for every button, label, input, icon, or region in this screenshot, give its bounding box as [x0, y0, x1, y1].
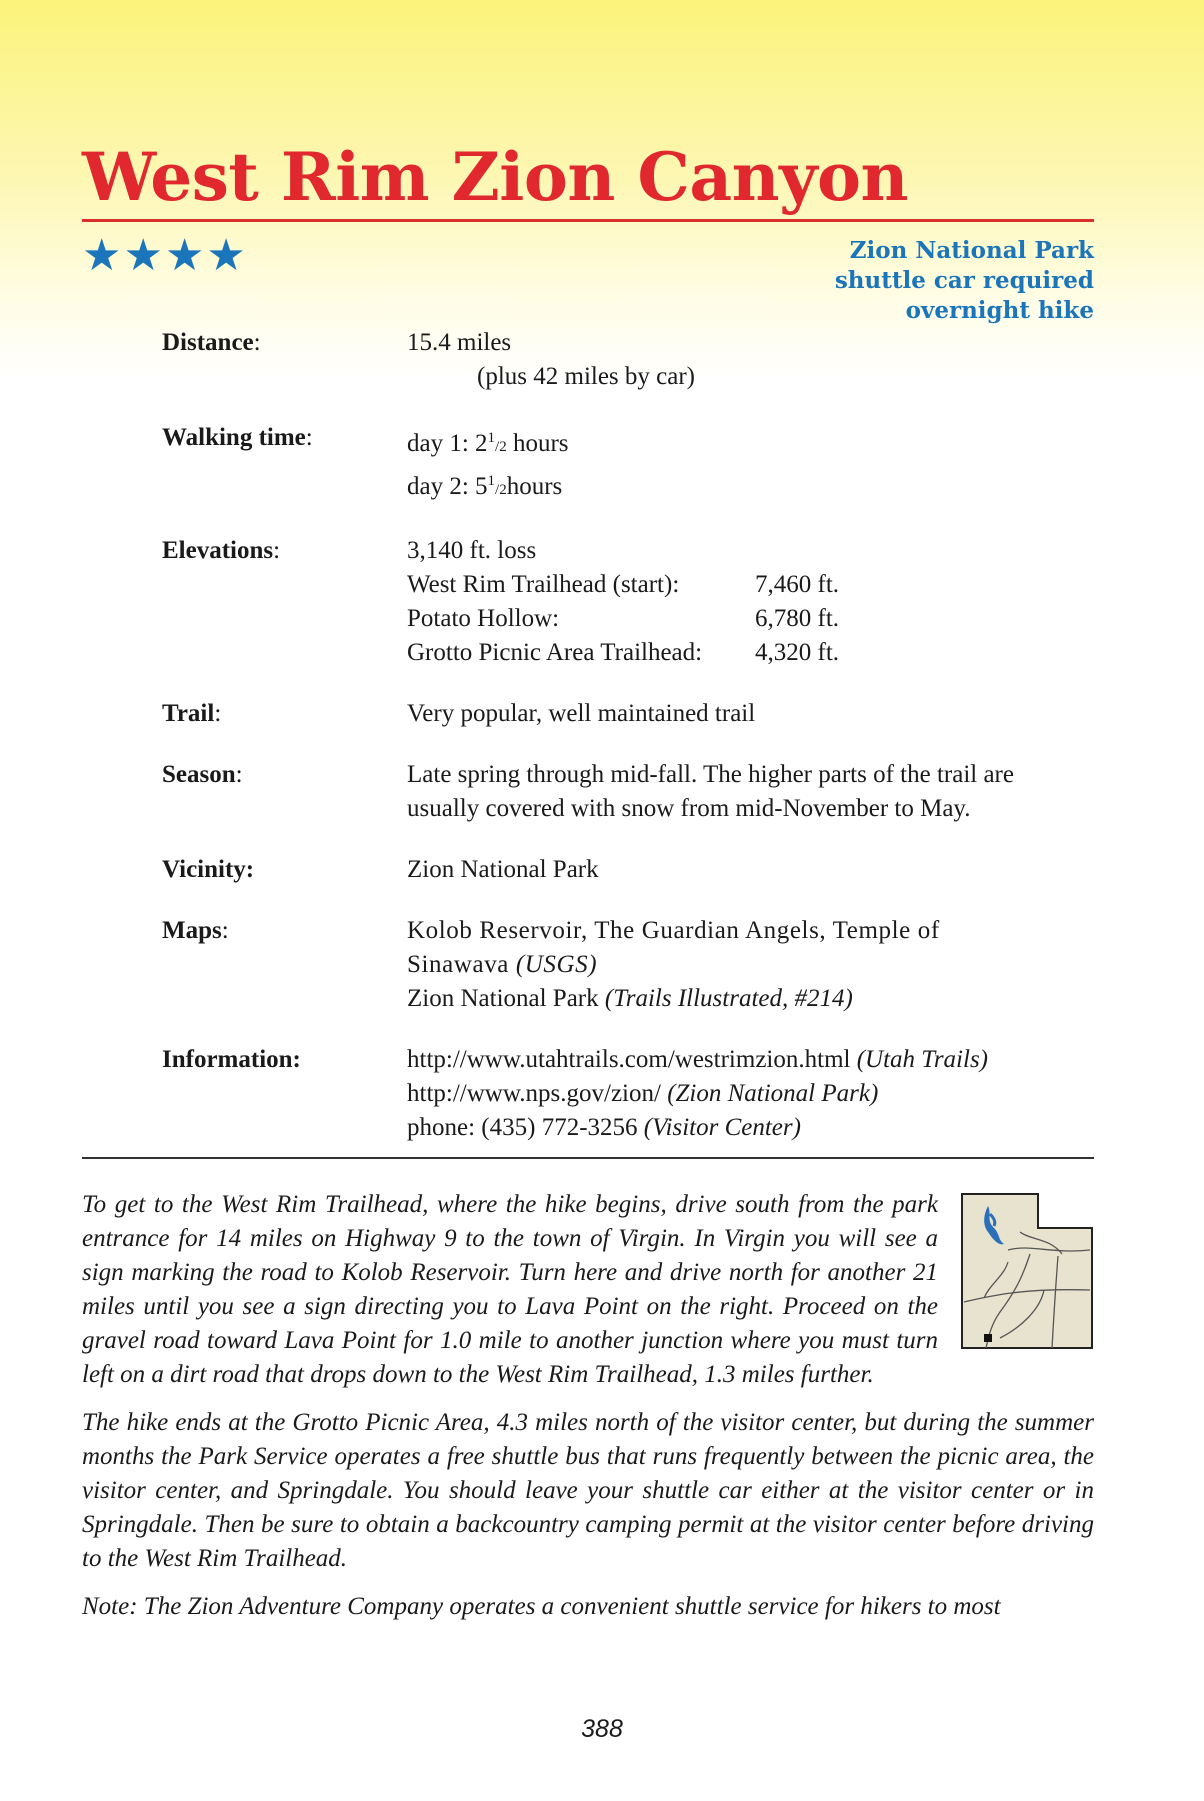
meta-park: Zion National Park [849, 237, 1094, 264]
distance-label: Distance [162, 329, 254, 356]
trail-label: Trail [162, 700, 215, 727]
info-phone: phone: (435) 772-3256 (Visitor Center) [407, 1114, 801, 1141]
elevation-point-name: West Rim Trailhead (start): [407, 571, 680, 598]
vicinity-value: Zion National Park [407, 856, 599, 883]
note-paragraph: Note: The Zion Adventure Company operates a convenient shuttle service for hikers to most [82, 1593, 1001, 1620]
directions-text [82, 1188, 1094, 1638]
page-number: 388 [581, 1715, 623, 1743]
elevation-table [407, 568, 1102, 670]
season-line-1: Late spring through mid-fall. The higher parts of the trail are [407, 761, 1014, 788]
star-rating-icon: ★★★★ [82, 231, 248, 280]
maps-line-2: Sinawava (USGS) [407, 951, 598, 978]
section-divider [82, 1157, 1094, 1159]
fact-season: Season: Late spring through mid-fall. The higher parts of the trail are usually covered with snow from mid-November to May. [162, 758, 1102, 826]
maps-line-3: Zion National Park (Trails Illustrated, #214) [407, 985, 853, 1012]
season-label: Season [162, 761, 236, 788]
fact-distance: Distance: 15.4 miles (plus 42 miles by car) [162, 326, 1102, 394]
fact-walking-time: Walking time: day 1: $2^1/2$ hours day 2: $5^1/2hours$ [162, 421, 1102, 507]
fact-information [162, 1043, 1102, 1145]
fact-vicinity [162, 853, 1102, 887]
maps-line-1: Kolob Reservoir, The Guardian Angels, Temple of [407, 917, 940, 944]
vicinity-label: Vicinity: [162, 856, 255, 883]
shuttle-paragraph: The hike ends at the Grotto Picnic Area, 4.3 miles north of the visitor center, but during the summer months the Park Service operates a free shuttle bus that runs frequently between the picnic area, the visitor center, and Springdale. You should leave your shuttle car either at the visitor center or in Springdale. Then be sure to obtain a backcountry camping permit at the visitor center before driving to the West Rim Trailhead. [82, 1409, 1094, 1572]
elevation-point-value: 6,780 ft. [755, 605, 840, 632]
season-line-2: usually covered with snow from mid-November to May. [407, 795, 971, 822]
distance-value: 15.4 miles [407, 329, 512, 356]
info-link-nps[interactable]: http://www.nps.gov/zion/ (Zion National Park) [407, 1080, 879, 1107]
utah-map-icon [960, 1192, 1094, 1350]
walking-day2: day 2: $5^1/2hours$ [407, 473, 563, 500]
hike-meta [835, 236, 1094, 326]
trail-value: Very popular, well maintained trail [407, 700, 756, 727]
elevation-summary: 3,140 ft. loss [407, 537, 537, 564]
elevation-point-value: 4,320 ft. [755, 639, 840, 666]
information-label: Information: [162, 1046, 301, 1073]
elevation-point-name: Grotto Picnic Area Trailhead: [407, 639, 703, 666]
maps-label: Maps [162, 917, 222, 944]
trail-facts [162, 326, 1102, 1172]
page-title: West Rim Zion Canyon [82, 138, 908, 216]
fact-trail: Trail: Very popular, well maintained trail [162, 697, 1102, 731]
meta-shuttle: shuttle car required [834, 267, 1094, 294]
fact-elevations: Elevations: 3,140 ft. loss West Rim Trailhead (start): 7,460 ft. Potato Hollow: 6,780 ft. Grotto Picnic Area Trailhead: 4,320 ft. [162, 534, 1102, 670]
elevation-point-name: Potato Hollow: [407, 605, 560, 632]
distance-extra: (plus 42 miles by car) [477, 363, 696, 390]
walking-day1: day 1: $2^1/2$ hours [407, 430, 569, 457]
walking-time-label: Walking time [162, 424, 306, 451]
directions-paragraph: To get to the West Rim Trailhead, where the hike begins, drive south from the park entrance for 14 miles on Highway 9 to the town of Virgin. In Virgin you will see a sign marking the road to Kolob Reservoir. Turn here and drive north for another 21 miles until you see a sign directing you to Lava Point on the right. Proceed on the gravel road toward Lava Point for 1.0 mile to another junction where you must turn left on a dirt road that drops down to the West Rim Trailhead, 1.3 miles further. [82, 1191, 938, 1388]
title-divider [82, 219, 1094, 222]
elevations-label: Elevations [162, 537, 274, 564]
meta-overnight: overnight hike [905, 297, 1094, 324]
elevation-point-value: 7,460 ft. [755, 571, 840, 598]
info-link-utahtrails[interactable]: http://www.utahtrails.com/westrimzion.html (Utah Trails) [407, 1046, 988, 1073]
fact-maps: Maps: Kolob Reservoir, The Guardian Angels, Temple of Sinawava (USGS) Zion National Park (Trails Illustrated, #214) [162, 914, 1102, 1016]
